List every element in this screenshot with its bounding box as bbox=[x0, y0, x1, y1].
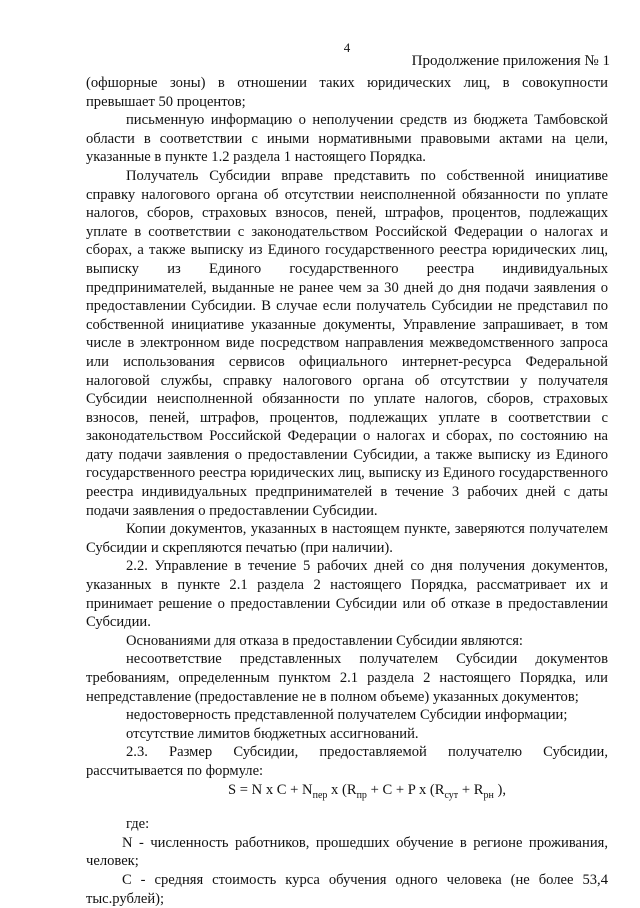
paragraph: письменную информацию о неполучении средств из бюджета Тамбовской области в соответствии с иными нормативными правовыми актами на цели, указанные в пункте 1.2 раздела 1 настоящего Порядка. bbox=[86, 112, 608, 166]
subsidy-formula: S = N x $C + N_{пер}$ x ($R_{пр} + C + P$ x ($R_{сут} + R_{рн}$ ), bbox=[228, 781, 506, 801]
document-body bbox=[86, 74, 608, 908]
page-number: 4 bbox=[343, 40, 351, 55]
paragraph: (офшорные зоны) в отношении таких юридических лиц, в совокупности превышает 50 процентов; bbox=[86, 75, 608, 110]
paragraph: Основаниями для отказа в предоставлении Субсидии являются: bbox=[126, 632, 523, 649]
appendix-header: Продолжение приложения № 1 bbox=[411, 53, 610, 69]
where-label: где: bbox=[126, 816, 150, 833]
paragraph: недостоверность представленной получателем Субсидии информации; bbox=[126, 707, 568, 724]
paragraph: несоответствие представленных получателем Субсидии документов требованиям, определенным пунктом 2.1 раздела 2 настоящего Порядка, или непредставление (предоставление не в полном объеме) указанных документов; bbox=[86, 651, 608, 705]
paragraph: отсутствие лимитов бюджетных ассигнований. bbox=[126, 725, 419, 742]
paragraph: Получатель Субсидии вправе представить по собственной инициативе справку налогового органа об отсутствии неисполненной обязанности по уплате налогов, сборов, страховых взносов, пеней, штрафов, процентов, подлежащих уплате в соответствии с законодательством Российской Федерации о налогах и сборах, а также выписку из Единого государственного реестра юридических лиц, выписку из Единого государственного реестра индивидуальных предпринимателей, выданные не ранее чем за 30 дней до дня подачи заявления о предоставлении Субсидии. В случае если получатель Субсидии не представил по собственной инициативе указанные документы, Управление запрашивает, в том числе в электронном виде посредством направления межведомственного запроса или использования сервисов официального интернет-ресурса Федеральной налоговой службы, справку налогового органа об отсутствии у получателя Субсидии неисполненной обязанности по уплате налогов, сборов, страховых взносов, пеней, штрафов, процентов, подлежащих уплате в соответствии с законодательством Российской Федерации о налогах и сборах, по состоянию на дату подачи заявления о предоставлении Субсидии, а также выписку из Единого государственного реестра юридических лиц, выписку из Единого государственного реестра индивидуальных предпринимателей в течение 3 рабочих дней с даты подачи заявления о предоставлении Субсидии. bbox=[86, 167, 608, 519]
paragraph: 2.3. Размер Субсидии, предоставляемой получателю Субсидии, рассчитывается по формуле: bbox=[86, 744, 608, 779]
definition-item: N - численность работников, прошедших обучение в регионе проживания, человек; bbox=[86, 834, 608, 870]
paragraph: 2.2. Управление в течение 5 рабочих дней со дня получения документов, указанных в пункте 2.1 раздела 2 настоящего Порядка, рассматривает их и принимает решение о предоставлении Субсидии или об отказе в предоставлении Субсидии. bbox=[86, 558, 608, 631]
definition-item: C - средняя стоимость курса обучения одного человека (не более 53,4 тыс.рублей); bbox=[86, 871, 608, 907]
paragraph: Копии документов, указанных в настоящем пункте, заверяются получателем Субсидии и скрепляются печатью (при наличии). bbox=[86, 521, 608, 556]
